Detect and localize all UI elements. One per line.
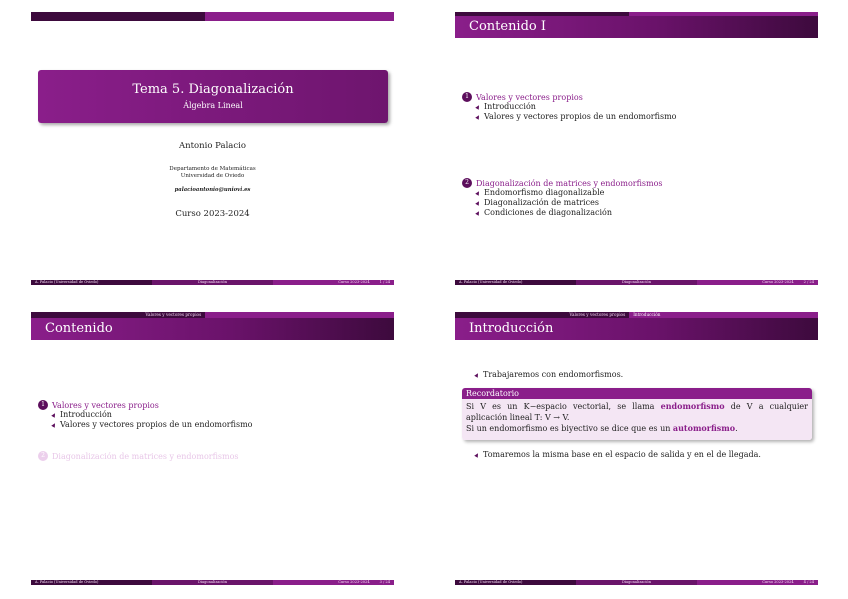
- author-email: palacioantonio@uniovi.es: [174, 187, 251, 193]
- slide-title: [31, 12, 394, 285]
- reminder-block: [462, 388, 812, 440]
- toc-subsection[interactable]: [476, 198, 663, 208]
- author-name: Antonio Palacio: [179, 141, 246, 151]
- block-text: de V a cualquier aplicación lineal T: V → V.: [466, 402, 808, 422]
- bullet-icon: [475, 190, 480, 195]
- subsection-title: Endomorfismo diagonalizable: [484, 188, 605, 197]
- course-date: Curso 2023-2024: [175, 209, 250, 219]
- bullet-item: [475, 450, 761, 459]
- toc-subsection[interactable]: [476, 188, 663, 198]
- bullet-icon: [475, 200, 480, 205]
- block-emphasis: automorfismo: [672, 423, 736, 433]
- subsection-title: Valores y vectores propios de un endomorfismo: [484, 112, 677, 121]
- page-number: 1 / 24: [379, 280, 390, 284]
- footer-course-text: Curso 2023-2024: [338, 280, 370, 284]
- block-text: .: [735, 424, 738, 433]
- nav-subsection[interactable]: Introducción: [633, 312, 661, 317]
- footer-author: A. Palacio (Universidad de Oviedo): [455, 580, 576, 585]
- block-text: Si un endomorfismo es biyectivo se dice que es un: [466, 424, 673, 433]
- page-number: 2 / 24: [803, 280, 814, 284]
- slide-contents: [31, 312, 394, 585]
- footer-title: Diagonalización: [576, 580, 697, 585]
- section-title: Diagonalización de matrices y endomorfismos: [476, 178, 663, 188]
- footer-course-text: Curso 2023-2024: [762, 280, 794, 284]
- footer-author: A. Palacio (Universidad de Oviedo): [31, 280, 152, 285]
- footer-title: Diagonalización: [152, 580, 273, 585]
- toc-section[interactable]: [38, 400, 252, 410]
- title-box: [38, 70, 388, 123]
- bullet-item: [475, 370, 623, 379]
- slide-contents-1: [455, 12, 818, 285]
- toc-subsection[interactable]: [52, 420, 252, 430]
- presentation-title: Tema 5. Diagonalización: [132, 82, 294, 97]
- bullet-icon: [51, 422, 56, 427]
- toc-subsection[interactable]: [476, 208, 663, 218]
- page-number: 4 / 24: [803, 580, 814, 584]
- footer-title: Diagonalización: [576, 280, 697, 285]
- block-body: [462, 399, 812, 440]
- slide-top-bar: [31, 12, 394, 21]
- block-emphasis: endomorfismo: [660, 401, 725, 411]
- bullet-text: Tomaremos la misma base en el espacio de salida y en el de llegada.: [483, 450, 761, 459]
- section-number-badge: 2: [462, 178, 472, 188]
- footer-course: [273, 280, 394, 285]
- toc-section[interactable]: [462, 178, 663, 188]
- university: Universidad de Oviedo: [180, 173, 245, 179]
- institution: [31, 166, 394, 180]
- toc: [38, 451, 239, 461]
- nav-section[interactable]: Valores y vectores propios: [145, 312, 202, 317]
- page-number: 3 / 24: [379, 580, 390, 584]
- footer-course: [697, 580, 818, 585]
- bullet-icon: [475, 104, 480, 109]
- slide-heading: Contenido: [31, 318, 394, 340]
- footer-author: A. Palacio (Universidad de Oviedo): [31, 580, 152, 585]
- slide-introduction: [455, 312, 818, 585]
- footer-author: A. Palacio (Universidad de Oviedo): [455, 280, 576, 285]
- footer-title: Diagonalización: [152, 280, 273, 285]
- block-title: Recordatorio: [462, 388, 812, 399]
- subsection-title: Introducción: [484, 102, 536, 111]
- department: Departamento de Matemáticas: [169, 166, 256, 172]
- toc-subsection[interactable]: [476, 112, 676, 122]
- subsection-title: Condiciones de diagonalización: [484, 208, 612, 217]
- section-title: Diagonalización de matrices y endomorfismos: [52, 451, 239, 461]
- bullet-icon: [474, 452, 479, 457]
- presentation-subtitle: Álgebra Lineal: [183, 101, 243, 110]
- toc-section-dimmed[interactable]: [38, 451, 239, 461]
- section-number-badge: 2: [38, 451, 48, 461]
- section-number-badge: 1: [462, 92, 472, 102]
- slide-footer: [31, 280, 394, 285]
- bullet-icon: [474, 372, 479, 377]
- block-text: Si V es un K−espacio vectorial, se llama: [466, 402, 661, 411]
- slide-heading: Introducción: [455, 318, 818, 340]
- bullet-icon: [51, 412, 56, 417]
- toc: [462, 92, 676, 122]
- slide-heading: Contenido I: [455, 16, 818, 38]
- slide-footer: [31, 580, 394, 585]
- section-title: Valores y vectores propios: [476, 92, 583, 102]
- toc-section[interactable]: [462, 92, 676, 102]
- subsection-title: Diagonalización de matrices: [484, 198, 599, 207]
- footer-course: [697, 280, 818, 285]
- toc: [462, 178, 663, 218]
- section-title: Valores y vectores propios: [52, 400, 159, 410]
- footer-course: [273, 580, 394, 585]
- bullet-text: Trabajaremos con endomorfismos.: [483, 370, 624, 379]
- footer-course-text: Curso 2023-2024: [762, 580, 794, 584]
- bullet-icon: [475, 210, 480, 215]
- nav-section[interactable]: Valores y vectores propios: [569, 312, 626, 317]
- subsection-title: Introducción: [60, 410, 112, 419]
- bullet-icon: [475, 114, 480, 119]
- subsection-title: Valores y vectores propios de un endomorfismo: [60, 420, 253, 429]
- slide-footer: [455, 580, 818, 585]
- footer-course-text: Curso 2023-2024: [338, 580, 370, 584]
- toc-subsection[interactable]: [476, 102, 676, 112]
- section-number-badge: 1: [38, 400, 48, 410]
- toc-subsection[interactable]: [52, 410, 252, 420]
- slide-footer: [455, 280, 818, 285]
- toc: [38, 400, 252, 430]
